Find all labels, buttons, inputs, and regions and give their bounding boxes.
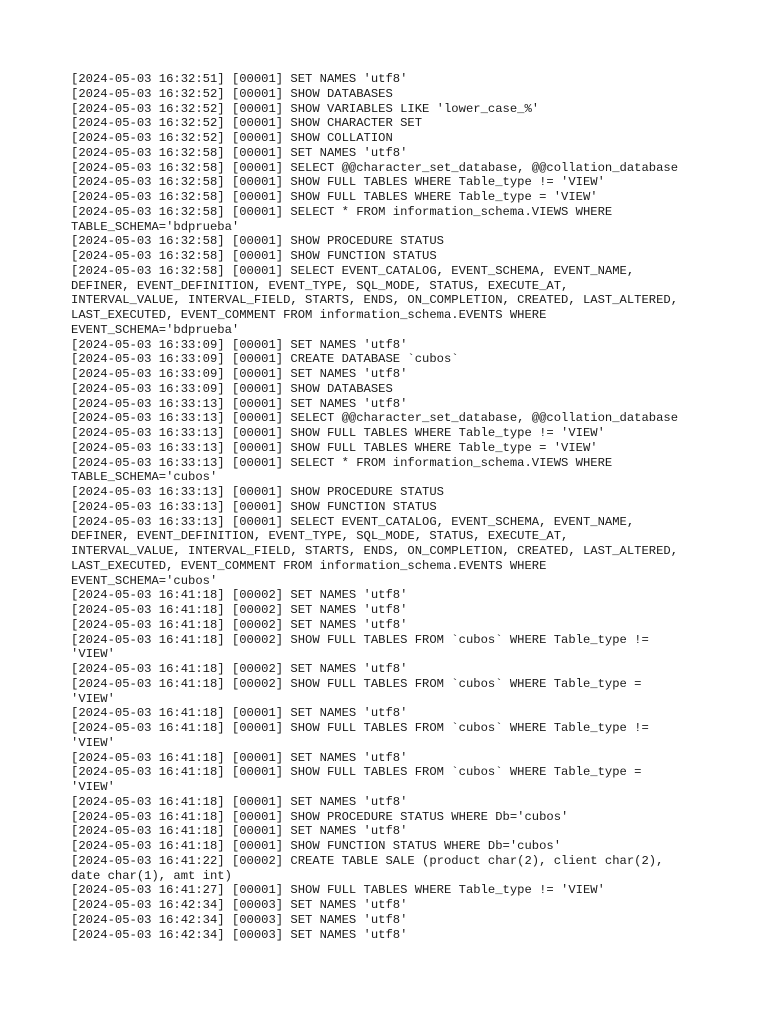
log-entry: [2024-05-03 16:32:58] [00001] SHOW FUNCTION STATUS: [71, 249, 437, 263]
log-entry: [2024-05-03 16:33:13] [00001] SELECT @@character_set_database, @@collation_database: [71, 411, 679, 426]
log-entry: [2024-05-03 16:32:52] [00001] SHOW VARIABLES LIKE 'lower_case_%': [71, 101, 540, 116]
log-entry: [2024-05-03 16:41:18] [00001] SHOW FUNCTION STATUS WHERE Db='cubos': [71, 839, 562, 853]
log-entry: [2024-05-03 16:32:58] [00001] SHOW FULL TABLES WHERE Table_type != 'VIEW': [71, 175, 605, 190]
log-entry: [2024-05-03 16:42:34] [00003] SET NAMES 'utf8': [71, 898, 408, 912]
log-entry: [2024-05-03 16:33:13] [00001] SHOW FULL TABLES WHERE Table_type = 'VIEW': [71, 440, 598, 455]
log-entry: [2024-05-03 16:42:34] [00003] SET NAMES 'utf8': [71, 912, 408, 927]
log-entry: [2024-05-03 16:41:18] [00002] SET NAMES 'utf8': [71, 662, 408, 676]
log-entry: [2024-05-03 16:41:18] [00001] SET NAMES 'utf8': [71, 824, 408, 839]
log-entry: [2024-05-03 16:41:18] [00002] SET NAMES 'utf8': [71, 617, 408, 632]
query-log: [71, 72, 711, 942]
log-entry: [2024-05-03 16:33:09] [00001] SHOW DATABASES: [71, 381, 393, 396]
log-entry: [2024-05-03 16:32:58] [00001] SHOW PROCEDURE STATUS: [71, 234, 444, 249]
log-entry: [2024-05-03 16:32:51] [00001] SET NAMES 'utf8': [71, 72, 408, 86]
log-entry: [2024-05-03 16:32:52] [00001] SHOW COLLATION: [71, 131, 393, 145]
log-entry: [2024-05-03 16:33:13] [00001] SHOW FUNCTION STATUS: [71, 499, 437, 514]
log-entry: [2024-05-03 16:41:18] [00001] SET NAMES 'utf8': [71, 706, 408, 721]
log-entry: [2024-05-03 16:32:58] [00001] SELECT EVENT_CATALOG, EVENT_SCHEMA, EVENT_NAME, DEFINER, EVENT_DEFINITION, EVENT_TYPE, SQL_MODE, STATUS, EXECUTE_AT, INTERVAL_VALUE, INTERVAL_FIELD, STARTS, ENDS, ON_COMPLETION, CREATED, LAST_ALTERED, LAST_EXECUTED, EVENT_COMMENT FROM information_schema.EVENTS WHERE EVENT_SCHEMA='bdprueba': [71, 263, 679, 337]
log-entry: [2024-05-03 16:42:34] [00003] SET NAMES 'utf8': [71, 927, 408, 942]
log-entry: [2024-05-03 16:33:13] [00001] SET NAMES 'utf8': [71, 396, 408, 411]
log-entry: [2024-05-03 16:41:18] [00002] SET NAMES 'utf8': [71, 603, 408, 617]
log-entry: [2024-05-03 16:32:52] [00001] SHOW DATABASES: [71, 86, 393, 101]
log-entry: [2024-05-03 16:32:58] [00001] SELECT * FROM information_schema.VIEWS WHERE TABLE_SCHEMA='bdprueba': [71, 204, 613, 234]
log-entry: [2024-05-03 16:33:09] [00001] CREATE DATABASE `cubos`: [71, 352, 459, 367]
log-entry: [2024-05-03 16:33:13] [00001] SELECT EVENT_CATALOG, EVENT_SCHEMA, EVENT_NAME, DEFINER, EVENT_DEFINITION, EVENT_TYPE, SQL_MODE, STATUS, EXECUTE_AT, INTERVAL_VALUE, INTERVAL_FIELD, STARTS, ENDS, ON_COMPLETION, CREATED, LAST_ALTERED, LAST_EXECUTED, EVENT_COMMENT FROM information_schema.EVENTS WHERE EVENT_SCHEMA='cubos': [71, 514, 679, 588]
log-entry: [2024-05-03 16:41:18] [00002] SHOW FULL TABLES FROM `cubos` WHERE Table_type != 'VIEW': [71, 632, 649, 662]
log-entry: [2024-05-03 16:41:18] [00001] SET NAMES 'utf8': [71, 794, 408, 809]
log-entry: [2024-05-03 16:41:27] [00001] SHOW FULL TABLES WHERE Table_type != 'VIEW': [71, 883, 605, 898]
log-entry: [2024-05-03 16:32:58] [00001] SELECT @@character_set_database, @@collation_database: [71, 160, 679, 175]
log-entry: [2024-05-03 16:33:09] [00001] SET NAMES 'utf8': [71, 367, 408, 381]
log-entry: [2024-05-03 16:41:18] [00002] SET NAMES 'utf8': [71, 588, 408, 603]
log-entry: [2024-05-03 16:41:18] [00001] SHOW PROCEDURE STATUS WHERE Db='cubos': [71, 809, 569, 824]
log-entry: [2024-05-03 16:41:18] [00002] SHOW FULL TABLES FROM `cubos` WHERE Table_type = 'VIEW': [71, 676, 642, 706]
log-entry: [2024-05-03 16:41:18] [00001] SHOW FULL TABLES FROM `cubos` WHERE Table_type = 'VIEW': [71, 765, 642, 794]
log-entry: [2024-05-03 16:32:52] [00001] SHOW CHARACTER SET: [71, 116, 423, 131]
log-entry: [2024-05-03 16:33:13] [00001] SHOW FULL TABLES WHERE Table_type != 'VIEW': [71, 426, 605, 440]
log-entry: [2024-05-03 16:33:09] [00001] SET NAMES 'utf8': [71, 337, 408, 352]
log-entry: [2024-05-03 16:33:13] [00001] SELECT * FROM information_schema.VIEWS WHERE TABLE_SCHEMA='cubos': [71, 455, 613, 485]
log-entry: [2024-05-03 16:32:58] [00001] SET NAMES 'utf8': [71, 145, 408, 160]
log-entry: [2024-05-03 16:41:18] [00001] SET NAMES 'utf8': [71, 750, 408, 765]
log-entry: [2024-05-03 16:41:22] [00002] CREATE TABLE SALE (product char(2), client char(2), date char(1), amt int): [71, 853, 664, 883]
log-entry: [2024-05-03 16:32:58] [00001] SHOW FULL TABLES WHERE Table_type = 'VIEW': [71, 190, 598, 204]
log-entry: [2024-05-03 16:41:18] [00001] SHOW FULL TABLES FROM `cubos` WHERE Table_type != 'VIEW': [71, 721, 649, 750]
log-entry: [2024-05-03 16:33:13] [00001] SHOW PROCEDURE STATUS: [71, 485, 444, 499]
